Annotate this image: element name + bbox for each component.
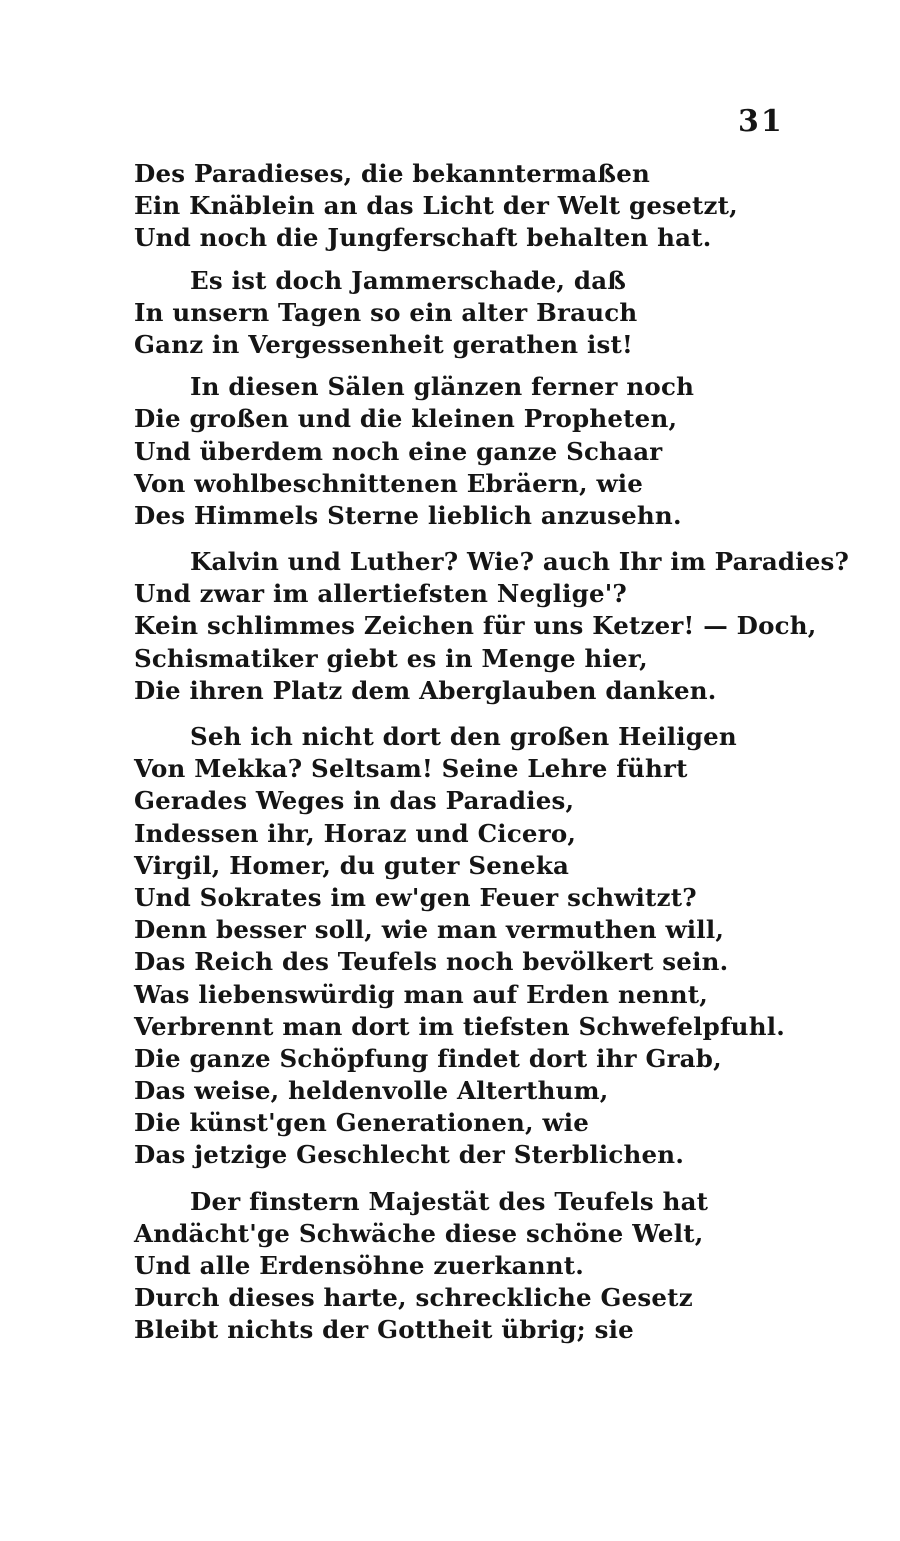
poem-line: Das weise, heldenvolle Alterthum, xyxy=(134,1076,609,1106)
poem-line: Die künst'gen Generationen, wie xyxy=(134,1108,590,1138)
poem-line: Kalvin und Luther? Wie? auch Ihr im Paradies? xyxy=(190,547,850,577)
poem-line: Und zwar im allertiefsten Neglige'? xyxy=(134,579,627,609)
stanza-1 xyxy=(134,158,854,255)
stanza-4 xyxy=(134,546,854,707)
poem-body xyxy=(134,158,854,1347)
stanza-2 xyxy=(134,265,854,362)
poem-line: Und noch die Jungferschaft behalten hat. xyxy=(134,223,712,253)
poem-line: Gerades Weges in das Paradies, xyxy=(134,786,575,816)
poem-line: In unsern Tagen so ein alter Brauch xyxy=(134,297,638,327)
poem-line: Von Mekka? Seltsam! Seine Lehre führt xyxy=(134,754,688,784)
stanza-6 xyxy=(134,1186,854,1347)
poem-line: Ganz in Vergessenheit gerathen ist! xyxy=(134,329,633,359)
poem-line: Das jetzige Geschlecht der Sterblichen. xyxy=(134,1140,685,1170)
poem-line: Indessen ihr, Horaz und Cicero, xyxy=(134,818,577,848)
poem-line: Bleibt nichts der Gottheit übrig; sie xyxy=(134,1315,634,1345)
poem-line: Der finstern Majestät des Teufels hat xyxy=(190,1186,709,1216)
poem-line: Des Himmels Sterne lieblich anzusehn. xyxy=(134,500,682,530)
poem-line: Und Sokrates im ew'gen Feuer schwitzt? xyxy=(134,882,697,912)
poem-line: Es ist doch Jammerschade, daß xyxy=(190,265,627,295)
poem-line: Andächt'ge Schwäche diese schöne Welt, xyxy=(134,1218,704,1248)
poem-line: Verbrennt man dort im tiefsten Schwefelpfuhl. xyxy=(134,1011,785,1041)
poem-line: Durch dieses harte, schreckliche Gesetz xyxy=(134,1283,693,1313)
poem-line: Und alle Erdensöhne zuerkannt. xyxy=(134,1251,584,1280)
poem-line: Ein Knäblein an das Licht der Welt gesetzt, xyxy=(134,191,738,221)
poem-line: Die großen und die kleinen Propheten, xyxy=(134,404,678,434)
poem-line: Von wohlbeschnittenen Ebräern, wie xyxy=(134,468,644,498)
poem-line: Und überdem noch eine ganze Schaar xyxy=(134,436,663,466)
poem-line: Schismatiker giebt es in Menge hier, xyxy=(134,643,648,673)
poem-line: Des Paradieses, die bekanntermaßen xyxy=(134,159,651,188)
poem-line: Das Reich des Teufels noch bevölkert sein. xyxy=(134,947,729,977)
stanza-5 xyxy=(134,721,854,1172)
poem-line: Virgil, Homer, du guter Seneka xyxy=(134,850,570,880)
page-number: 31 xyxy=(738,104,784,139)
poem-line: Die ihren Platz dem Aberglauben danken. xyxy=(134,675,717,705)
poem-line: Die ganze Schöpfung findet dort ihr Grab, xyxy=(134,1043,722,1073)
poem-line: Kein schlimmes Zeichen für uns Ketzer! — Doch, xyxy=(134,611,817,641)
stanza-3 xyxy=(134,371,854,532)
poem-line: Seh ich nicht dort den großen Heiligen xyxy=(190,722,737,751)
poem-line: Denn besser soll, wie man vermuthen will, xyxy=(134,915,725,945)
poem-line: Was liebenswürdig man auf Erden nennt, xyxy=(134,979,709,1009)
poem-line: In diesen Sälen glänzen ferner noch xyxy=(190,372,695,402)
